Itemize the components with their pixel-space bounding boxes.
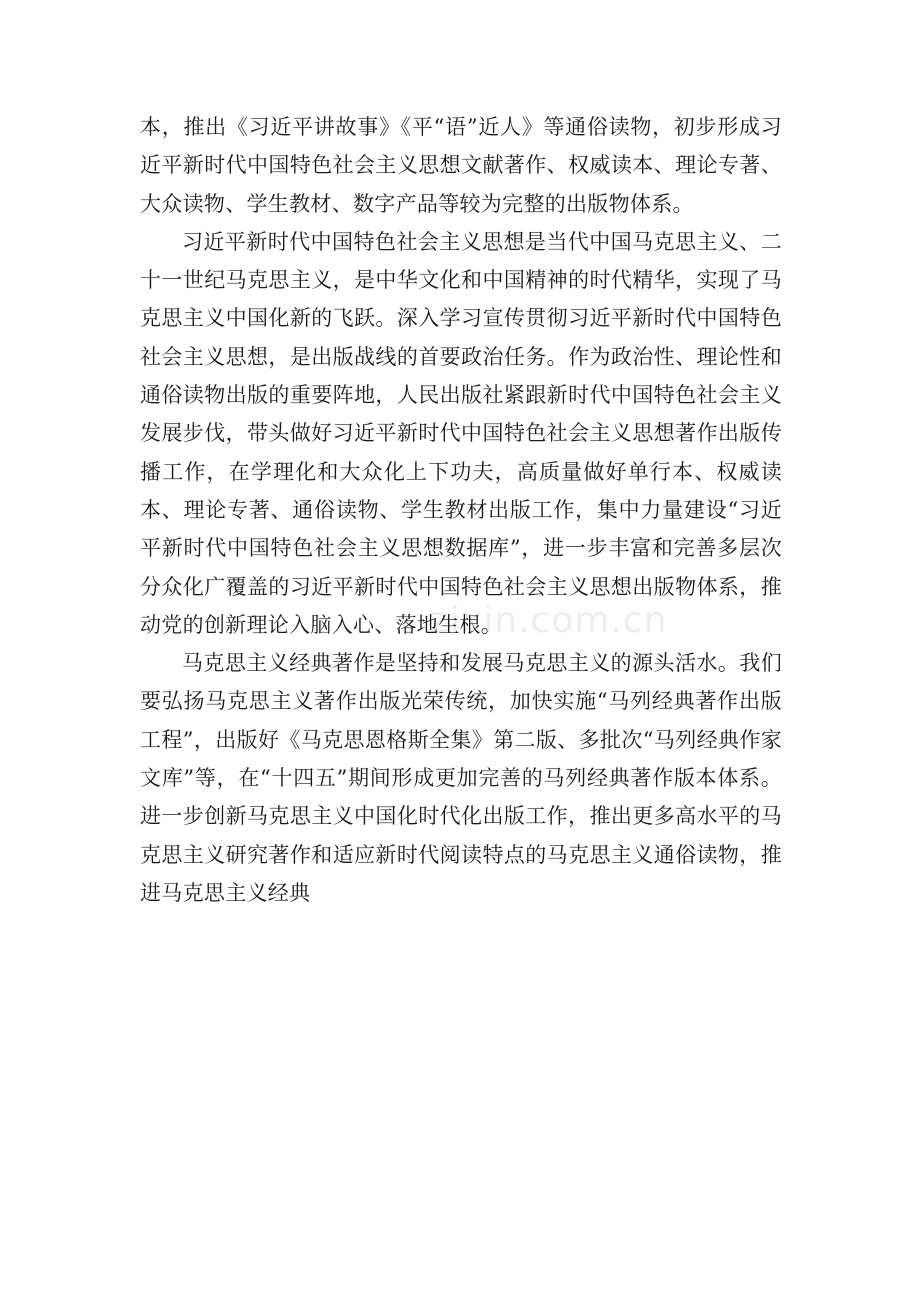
paragraph-1: 本，推出《习近平讲故事》《平“语”近人》等通俗读物，初步形成习近平新时代中国特色社会主义思想文献著作、权威读本、理论专著、大众读物、学生教材、数字产品等较为完整的出版物体系。 xyxy=(140,115,782,216)
watermark: zixin.com.cn xyxy=(430,600,668,641)
paragraph-3: 马克思主义经典著作是坚持和发展马克思主义的源头活水。我们要弘扬马克思主义著作出版光荣传统，加快实施“马列经典著作出版工程”，出版好《马克思恩格斯全集》第二版、多批次“马列经典作家文库”等，在“十四五”期间形成更加完善的马列经典著作版本体系。进一步创新马克思主义中国化时代化出版工作，推出更多高水平的马克思主义研究著作和适应新时代阅读特点的马克思主义通俗读物，推进马克思主义经典 xyxy=(140,651,782,905)
paragraph-2: 习近平新时代中国特色社会主义思想是当代中国马克思主义、二十一世纪马克思主义，是中华文化和中国精神的时代精华，实现了马克思主义中国化新的飞跃。深入学习宣传贯彻习近平新时代中国特色社会主义思想，是出版战线的首要政治任务。作为政治性、理论性和通俗读物出版的重要阵地，人民出版社紧跟新时代中国特色社会主义发展步伐，带头做好习近平新时代中国特色社会主义思想著作出版传播工作，在学理化和大众化上下功夫，高质量做好单行本、权威读本、理论专著、通俗读物、学生教材出版工作，集中力量建设“习近平新时代中国特色社会主义思想数据库”，进一步丰富和完善多层次分众化广覆盖的习近平新时代中国特色社会主义思想出版物体系，推动党的创新理论入脑入心、落地生根。 xyxy=(140,229,782,637)
document-body xyxy=(140,108,782,912)
